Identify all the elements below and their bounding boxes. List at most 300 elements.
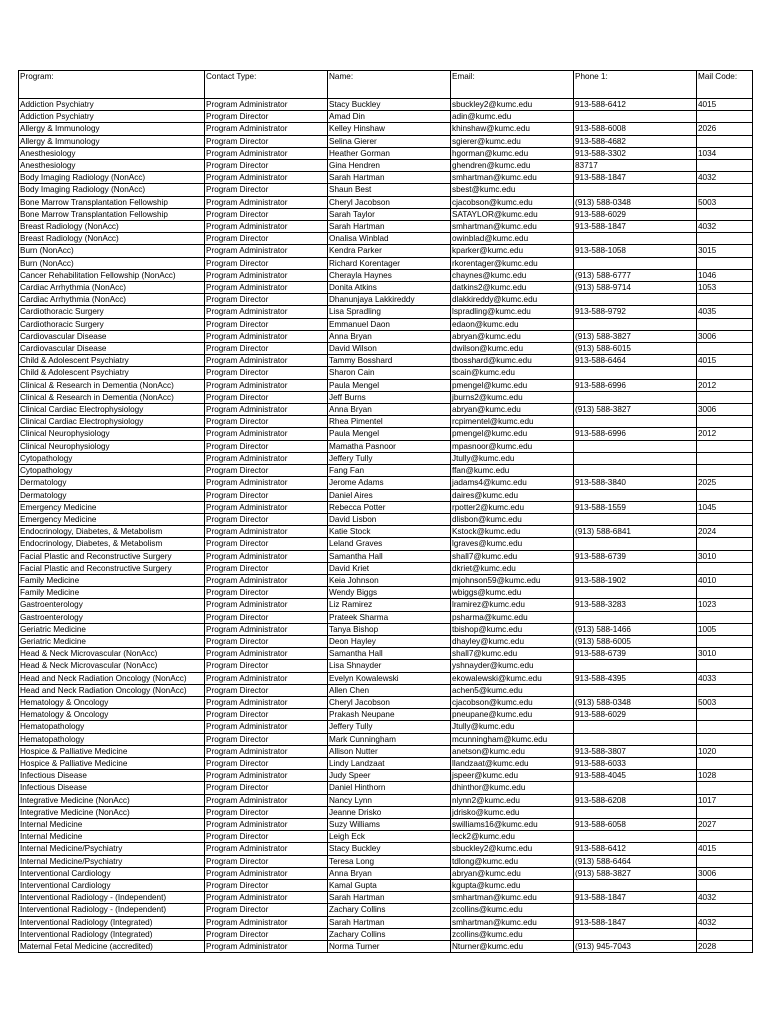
cell-mail-code (697, 709, 753, 721)
cell-contact-type: Program Administrator (205, 818, 328, 830)
cell-contact-type: Program Director (205, 184, 328, 196)
cell-name: Cherayla Haynes (328, 269, 451, 281)
cell-program: Anesthesiology (19, 147, 205, 159)
cell-contact-type: Program Director (205, 367, 328, 379)
cell-email: pmengel@kumc.edu (451, 379, 574, 391)
cell-contact-type: Program Director (205, 513, 328, 525)
cell-name: Liz Ramirez (328, 599, 451, 611)
cell-phone: 913-588-6464 (574, 355, 697, 367)
cell-name: Jeff Burns (328, 391, 451, 403)
cell-email: leck2@kumc.edu (451, 831, 574, 843)
cell-contact-type: Program Director (205, 294, 328, 306)
cell-phone (574, 928, 697, 940)
cell-contact-type: Program Director (205, 733, 328, 745)
table-row (19, 672, 753, 684)
cell-email: nlynn2@kumc.edu (451, 794, 574, 806)
cell-phone: 913-588-6008 (574, 123, 697, 135)
table-row (19, 184, 753, 196)
cell-contact-type: Program Administrator (205, 550, 328, 562)
cell-email: dlakkireddy@kumc.edu (451, 294, 574, 306)
cell-email: cjacobson@kumc.edu (451, 696, 574, 708)
table-row (19, 684, 753, 696)
cell-mail-code (697, 928, 753, 940)
cell-email: smhartman@kumc.edu (451, 916, 574, 928)
cell-program: Hematopathology (19, 733, 205, 745)
cell-contact-type: Program Director (205, 416, 328, 428)
cell-email: tbosshard@kumc.edu (451, 355, 574, 367)
table-row (19, 867, 753, 879)
cell-program: Interventional Radiology (Integrated) (19, 916, 205, 928)
table-row (19, 550, 753, 562)
table-row (19, 782, 753, 794)
cell-phone: 913-588-6058 (574, 818, 697, 830)
cell-mail-code: 4033 (697, 672, 753, 684)
cell-phone (574, 111, 697, 123)
cell-program: Hematology & Oncology (19, 696, 205, 708)
header-mail-code: Mail Code: (697, 71, 753, 99)
cell-contact-type: Program Administrator (205, 648, 328, 660)
cell-mail-code (697, 538, 753, 550)
cell-email: kparker@kumc.edu (451, 245, 574, 257)
cell-program: Body Imaging Radiology (NonAcc) (19, 184, 205, 196)
cell-contact-type: Program Director (205, 489, 328, 501)
table-row (19, 696, 753, 708)
cell-phone: 913-588-3840 (574, 477, 697, 489)
cell-phone: (913) 588-6005 (574, 635, 697, 647)
cell-name: Allen Chen (328, 684, 451, 696)
cell-contact-type: Program Administrator (205, 404, 328, 416)
cell-email: SATAYLOR@kumc.edu (451, 208, 574, 220)
cell-phone (574, 587, 697, 599)
table-row (19, 221, 753, 233)
cell-phone: 913-588-6996 (574, 379, 697, 391)
cell-name: Rhea Pimentel (328, 416, 451, 428)
table-row (19, 343, 753, 355)
cell-mail-code: 4010 (697, 574, 753, 586)
cell-email: dwilson@kumc.edu (451, 343, 574, 355)
table-row (19, 440, 753, 452)
cell-program: Emergency Medicine (19, 513, 205, 525)
cell-program: Breast Radiology (NonAcc) (19, 221, 205, 233)
cell-name: Paula Mengel (328, 428, 451, 440)
cell-program: Interventional Radiology (Integrated) (19, 928, 205, 940)
cell-name: Mark Cunningham (328, 733, 451, 745)
cell-contact-type: Program Administrator (205, 221, 328, 233)
table-row (19, 733, 753, 745)
cell-program: Allergy & Immunology (19, 123, 205, 135)
cell-contact-type: Program Director (205, 440, 328, 452)
cell-email: sbuckley2@kumc.edu (451, 99, 574, 111)
table-row (19, 428, 753, 440)
cell-email: jadams4@kumc.edu (451, 477, 574, 489)
cell-program: Head & Neck Microvascular (NonAcc) (19, 660, 205, 672)
cell-name: Kamal Gupta (328, 880, 451, 892)
cell-phone: 913-588-1058 (574, 245, 697, 257)
cell-name: Lisa Spradling (328, 306, 451, 318)
cell-contact-type: Program Administrator (205, 892, 328, 904)
cell-program: Geriatric Medicine (19, 623, 205, 635)
cell-name: Gina Hendren (328, 160, 451, 172)
cell-phone: 913-588-6412 (574, 99, 697, 111)
cell-contact-type: Program Administrator (205, 306, 328, 318)
cell-mail-code (697, 562, 753, 574)
cell-contact-type: Program Director (205, 806, 328, 818)
cell-email: dhayley@kumc.edu (451, 635, 574, 647)
cell-email: psharma@kumc.edu (451, 611, 574, 623)
header-email: Email: (451, 71, 574, 99)
cell-phone (574, 660, 697, 672)
cell-contact-type: Program Director (205, 660, 328, 672)
cell-contact-type: Program Administrator (205, 355, 328, 367)
cell-email: owinblad@kumc.edu (451, 233, 574, 245)
contacts-table (18, 70, 753, 953)
cell-name: Cheryl Jacobson (328, 696, 451, 708)
cell-name: Sarah Hartman (328, 221, 451, 233)
cell-mail-code: 4035 (697, 306, 753, 318)
cell-email: swilliams16@kumc.edu (451, 818, 574, 830)
cell-name: Kendra Parker (328, 245, 451, 257)
cell-mail-code: 1053 (697, 282, 753, 294)
cell-mail-code (697, 904, 753, 916)
cell-email: abryan@kumc.edu (451, 330, 574, 342)
cell-mail-code: 1020 (697, 745, 753, 757)
table-row (19, 111, 753, 123)
cell-name: Sharon Cain (328, 367, 451, 379)
cell-phone: 913-588-6029 (574, 709, 697, 721)
cell-program: Cardiac Arrhythmia (NonAcc) (19, 294, 205, 306)
cell-mail-code: 2024 (697, 526, 753, 538)
cell-contact-type: Program Director (205, 709, 328, 721)
cell-contact-type: Program Administrator (205, 172, 328, 184)
cell-program: Body Imaging Radiology (NonAcc) (19, 172, 205, 184)
cell-phone (574, 416, 697, 428)
cell-program: Head & Neck Microvascular (NonAcc) (19, 648, 205, 660)
cell-phone (574, 806, 697, 818)
cell-email: mpasnoor@kumc.edu (451, 440, 574, 452)
cell-name: Deon Hayley (328, 635, 451, 647)
cell-program: Dermatology (19, 477, 205, 489)
cell-mail-code: 3006 (697, 330, 753, 342)
table-row (19, 477, 753, 489)
table-row (19, 99, 753, 111)
cell-name: Sarah Hartman (328, 892, 451, 904)
cell-program: Emergency Medicine (19, 501, 205, 513)
cell-name: Fang Fan (328, 465, 451, 477)
cell-program: Head and Neck Radiation Oncology (NonAcc) (19, 672, 205, 684)
cell-contact-type: Program Director (205, 160, 328, 172)
cell-program: Gastroenterology (19, 611, 205, 623)
cell-mail-code: 1005 (697, 623, 753, 635)
cell-name: Tanya Bishop (328, 623, 451, 635)
cell-program: Cancer Rehabilitation Fellowship (NonAcc) (19, 269, 205, 281)
cell-program: Bone Marrow Transplantation Fellowship (19, 208, 205, 220)
cell-email: hgorman@kumc.edu (451, 147, 574, 159)
table-row (19, 806, 753, 818)
cell-program: Bone Marrow Transplantation Fellowship (19, 196, 205, 208)
cell-contact-type: Program Administrator (205, 599, 328, 611)
cell-contact-type: Program Director (205, 391, 328, 403)
cell-name: Tammy Bosshard (328, 355, 451, 367)
cell-name: Dhanunjaya Lakkireddy (328, 294, 451, 306)
cell-mail-code (697, 721, 753, 733)
cell-email: llandzaat@kumc.edu (451, 757, 574, 769)
table-row (19, 391, 753, 403)
cell-phone (574, 233, 697, 245)
cell-name: Jerome Adams (328, 477, 451, 489)
cell-program: Burn (NonAcc) (19, 257, 205, 269)
table-row (19, 452, 753, 464)
cell-name: Prateek Sharma (328, 611, 451, 623)
cell-contact-type: Program Administrator (205, 574, 328, 586)
cell-phone: 913-588-1847 (574, 172, 697, 184)
cell-contact-type: Program Administrator (205, 916, 328, 928)
cell-contact-type: Program Director (205, 928, 328, 940)
cell-phone: 913-588-1847 (574, 892, 697, 904)
cell-phone (574, 465, 697, 477)
table-row (19, 599, 753, 611)
cell-name: Wendy Biggs (328, 587, 451, 599)
cell-mail-code (697, 782, 753, 794)
cell-mail-code: 2012 (697, 379, 753, 391)
cell-email: kgupta@kumc.edu (451, 880, 574, 892)
cell-email: ekowalewski@kumc.edu (451, 672, 574, 684)
cell-phone: 83717 (574, 160, 697, 172)
cell-contact-type: Program Administrator (205, 245, 328, 257)
table-row (19, 355, 753, 367)
cell-phone (574, 831, 697, 843)
cell-name: Zachary Collins (328, 928, 451, 940)
cell-program: Hematopathology (19, 721, 205, 733)
cell-phone: 913-588-4682 (574, 135, 697, 147)
table-row (19, 880, 753, 892)
cell-mail-code: 2027 (697, 818, 753, 830)
cell-contact-type: Program Director (205, 257, 328, 269)
table-row (19, 745, 753, 757)
table-row (19, 831, 753, 843)
table-row (19, 282, 753, 294)
cell-mail-code: 4032 (697, 221, 753, 233)
cell-phone (574, 782, 697, 794)
cell-email: dkriet@kumc.edu (451, 562, 574, 574)
cell-program: Interventional Cardiology (19, 880, 205, 892)
cell-program: Infectious Disease (19, 770, 205, 782)
table-row (19, 135, 753, 147)
table-row (19, 233, 753, 245)
cell-program: Head and Neck Radiation Oncology (NonAcc) (19, 684, 205, 696)
cell-contact-type: Program Director (205, 757, 328, 769)
cell-email: dhinthor@kumc.edu (451, 782, 574, 794)
cell-mail-code (697, 343, 753, 355)
cell-email: mcunningham@kumc.edu (451, 733, 574, 745)
cell-contact-type: Program Administrator (205, 867, 328, 879)
cell-name: Leland Graves (328, 538, 451, 550)
cell-name: Anna Bryan (328, 404, 451, 416)
cell-mail-code: 4032 (697, 892, 753, 904)
cell-phone (574, 391, 697, 403)
cell-email: smhartman@kumc.edu (451, 892, 574, 904)
cell-program: Endocrinology, Diabetes, & Metabolism (19, 538, 205, 550)
cell-email: jdrisko@kumc.edu (451, 806, 574, 818)
cell-phone: (913) 588-6015 (574, 343, 697, 355)
cell-contact-type: Program Administrator (205, 379, 328, 391)
cell-name: Cheryl Jacobson (328, 196, 451, 208)
cell-program: Family Medicine (19, 587, 205, 599)
cell-phone: (913) 588-6841 (574, 526, 697, 538)
table-header (19, 71, 753, 99)
cell-email: shall7@kumc.edu (451, 550, 574, 562)
cell-mail-code (697, 465, 753, 477)
cell-phone: 913-588-6033 (574, 757, 697, 769)
cell-phone: 913-588-1559 (574, 501, 697, 513)
cell-mail-code: 2026 (697, 123, 753, 135)
cell-mail-code: 4015 (697, 355, 753, 367)
header-program: Program: (19, 71, 205, 99)
cell-contact-type: Program Administrator (205, 794, 328, 806)
cell-mail-code (697, 513, 753, 525)
cell-program: Allergy & Immunology (19, 135, 205, 147)
cell-program: Interventional Radiology - (Independent) (19, 904, 205, 916)
header-name: Name: (328, 71, 451, 99)
cell-program: Clinical Cardiac Electrophysiology (19, 416, 205, 428)
cell-contact-type: Program Director (205, 587, 328, 599)
cell-mail-code: 3010 (697, 648, 753, 660)
cell-name: Stacy Buckley (328, 843, 451, 855)
cell-contact-type: Program Administrator (205, 526, 328, 538)
table-row (19, 404, 753, 416)
cell-program: Hematology & Oncology (19, 709, 205, 721)
header-phone: Phone 1: (574, 71, 697, 99)
cell-phone (574, 721, 697, 733)
cell-contact-type: Program Administrator (205, 452, 328, 464)
table-row (19, 379, 753, 391)
cell-name: Shaun Best (328, 184, 451, 196)
cell-mail-code (697, 111, 753, 123)
cell-name: Keia Johnson (328, 574, 451, 586)
cell-phone (574, 440, 697, 452)
cell-name: Rebecca Potter (328, 501, 451, 513)
table-row (19, 843, 753, 855)
cell-mail-code: 4015 (697, 99, 753, 111)
cell-program: Child & Adolescent Psychiatry (19, 355, 205, 367)
cell-name: Onalisa Winblad (328, 233, 451, 245)
cell-email: datkins2@kumc.edu (451, 282, 574, 294)
cell-email: cjacobson@kumc.edu (451, 196, 574, 208)
cell-program: Internal Medicine/Psychiatry (19, 855, 205, 867)
table-row (19, 489, 753, 501)
cell-phone (574, 318, 697, 330)
cell-contact-type: Program Administrator (205, 123, 328, 135)
cell-mail-code (697, 367, 753, 379)
cell-email: tbishop@kumc.edu (451, 623, 574, 635)
cell-name: Teresa Long (328, 855, 451, 867)
cell-email: khinshaw@kumc.edu (451, 123, 574, 135)
cell-program: Clinical Neurophysiology (19, 428, 205, 440)
cell-phone (574, 294, 697, 306)
cell-mail-code (697, 880, 753, 892)
table-row (19, 562, 753, 574)
cell-mail-code (697, 831, 753, 843)
cell-name: Norma Turner (328, 941, 451, 953)
cell-email: daires@kumc.edu (451, 489, 574, 501)
cell-name: Kelley Hinshaw (328, 123, 451, 135)
cell-program: Clinical & Research in Dementia (NonAcc) (19, 379, 205, 391)
cell-contact-type: Program Director (205, 233, 328, 245)
cell-program: Cytopathology (19, 465, 205, 477)
table-row (19, 904, 753, 916)
cell-program: Infectious Disease (19, 782, 205, 794)
cell-mail-code (697, 257, 753, 269)
cell-phone: (913) 588-1466 (574, 623, 697, 635)
cell-program: Endocrinology, Diabetes, & Metabolism (19, 526, 205, 538)
cell-mail-code (697, 587, 753, 599)
cell-mail-code: 5003 (697, 696, 753, 708)
cell-email: Kstock@kumc.edu (451, 526, 574, 538)
cell-phone: 913-588-6412 (574, 843, 697, 855)
cell-program: Clinical Neurophysiology (19, 440, 205, 452)
cell-name: Anna Bryan (328, 330, 451, 342)
table-row (19, 757, 753, 769)
table-row (19, 245, 753, 257)
cell-email: lramirez@kumc.edu (451, 599, 574, 611)
cell-name: Allison Nutter (328, 745, 451, 757)
cell-phone: 913-588-9792 (574, 306, 697, 318)
cell-name: Samantha Hall (328, 648, 451, 660)
cell-mail-code: 1017 (697, 794, 753, 806)
cell-phone (574, 184, 697, 196)
cell-phone: 913-588-3283 (574, 599, 697, 611)
cell-name: David Lisbon (328, 513, 451, 525)
cell-email: tdlong@kumc.edu (451, 855, 574, 867)
cell-contact-type: Program Director (205, 782, 328, 794)
cell-phone (574, 904, 697, 916)
cell-contact-type: Program Director (205, 562, 328, 574)
table-row (19, 916, 753, 928)
header-row (19, 71, 753, 99)
table-body (19, 99, 753, 953)
table-row (19, 709, 753, 721)
cell-mail-code: 1034 (697, 147, 753, 159)
cell-mail-code (697, 294, 753, 306)
table-row (19, 306, 753, 318)
cell-email: ffan@kumc.edu (451, 465, 574, 477)
cell-email: smhartman@kumc.edu (451, 172, 574, 184)
cell-phone: 913-588-1847 (574, 221, 697, 233)
cell-phone: 913-588-6996 (574, 428, 697, 440)
cell-name: Leigh Eck (328, 831, 451, 843)
table-row (19, 501, 753, 513)
cell-contact-type: Program Administrator (205, 196, 328, 208)
header-contact-type: Contact Type: (205, 71, 328, 99)
table-row (19, 208, 753, 220)
cell-phone (574, 538, 697, 550)
cell-contact-type: Program Administrator (205, 745, 328, 757)
cell-email: scain@kumc.edu (451, 367, 574, 379)
cell-mail-code (697, 489, 753, 501)
cell-email: Jtully@kumc.edu (451, 721, 574, 733)
cell-phone: 913-588-6029 (574, 208, 697, 220)
cell-program: Cardiovascular Disease (19, 343, 205, 355)
cell-email: rcpimentel@kumc.edu (451, 416, 574, 428)
cell-program: Maternal Fetal Medicine (accredited) (19, 941, 205, 953)
cell-phone (574, 452, 697, 464)
cell-contact-type: Program Administrator (205, 99, 328, 111)
cell-name: Amad Din (328, 111, 451, 123)
cell-mail-code: 5003 (697, 196, 753, 208)
cell-contact-type: Program Administrator (205, 672, 328, 684)
table-row (19, 123, 753, 135)
cell-mail-code: 4032 (697, 916, 753, 928)
table-row (19, 318, 753, 330)
